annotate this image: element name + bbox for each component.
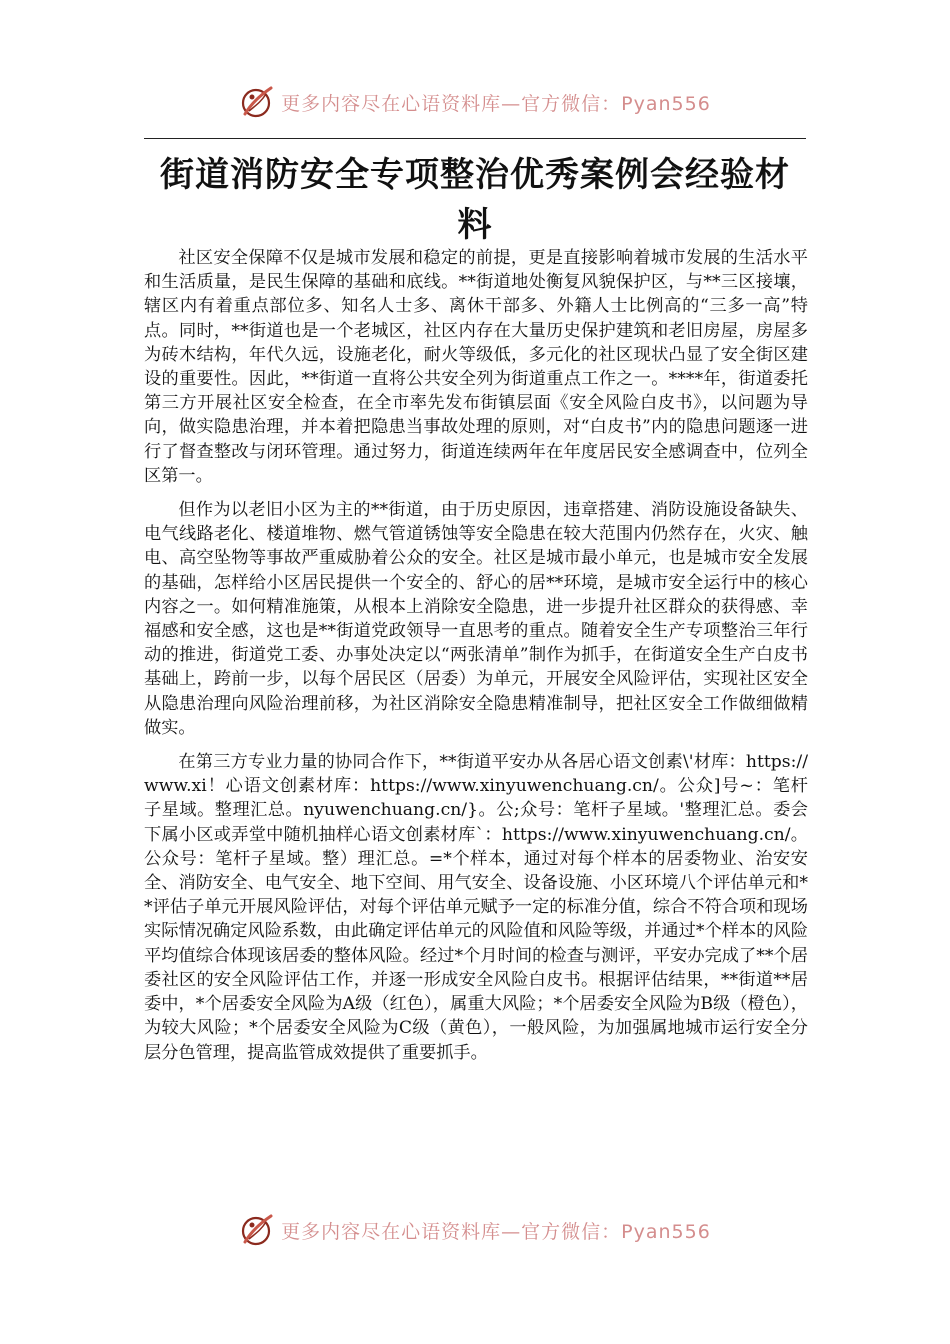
paragraph-2: 但作为以老旧小区为主的**街道，由于历史原因，违章搭建、消防设施设备缺失、电气线路老化、楼道堆物、燃气管道锈蚀等安全隐患在较大范围内仍然存在，火灾、触电、高空坠物等事故严重威胁着公众的安全。社区是城市最小单元，也是城市安全发展的基础，怎样给小区居民提供一个安全的、舒心的居**环境，是城市安全运行中的核心内容之一。如何精准施策，从根本上消除安全隐患，进一步提升社区群众的获得感、幸福感和安全感，这也是**街道党政领导一直思考的重点。随着安全生产专项整治三年行动的推进，街道党工委、办事处决定以“两张清单”制作为抓手，在街道安全生产白皮书基础上，跨前一步，以每个居民区（居委）为单元，开展安全风险评估，实现社区安全从隐患治理向风险治理前移，为社区消除安全隐患精准制导，把社区安全工作做细做精做实。 — [144, 500, 808, 738]
footer-banner-text: 更多内容尽在心语资料库—官方微信：Pyan556 — [281, 1220, 711, 1243]
header-banner-text: 更多内容尽在心语资料库—官方微信：Pyan556 — [281, 92, 711, 115]
ink-brush-logo-icon — [239, 84, 275, 120]
paragraph-3: 在第三方专业力量的协同合作下，**街道平安办从各居心语文创素\'材库：https://www.xi！心语文创素材库：https://www.xinyuwenchuang.cn/。公众]号~：笔杆子星域。整理汇总。nyuwenchuang.cn/}。公;众号：笔杆子星域。'整理汇总。委会下属小区或弄堂中随机抽样心语文创素材库`：https://www.xinyuwenchuang.cn/。公众号：笔杆子星域。整）理汇总。=*个样本，通过对每个样本的居委物业、治安安全、消防安全、电气安全、地下空间、用气安全、设备设施、小区环境八个评估单元和**评估子单元开展风险评估，对每个评估单元赋予一定的标准分值，综合不符合项和现场实际情况确定风险系数，由此确定评估单元的风险值和风险等级，并通过*个样本的风险平均值综合体现该居委的整体风险。经过*个月时间的检查与测评，平安办完成了**个居委社区的安全风险评估工作，并逐一形成安全风险白皮书。根据评估结果，**街道**居委中，*个居委安全风险为A级（红色），属重大风险；*个居委安全风险为B级（橙色），为较大风险；*个居委安全风险为C级（黄色），一般风险，为加强属地城市运行安全分层分色管理，提高监管成效提供了重要抓手。 — [144, 752, 808, 1063]
footer-wechat-id: Pyan556 — [621, 1220, 711, 1243]
document-body — [144, 246, 808, 1075]
footer-banner — [0, 1210, 950, 1250]
header-wechat-id: Pyan556 — [621, 92, 711, 115]
header-banner — [0, 82, 950, 122]
document-title: 街道消防安全专项整治优秀案例会经验材料 — [160, 155, 790, 245]
header-divider — [144, 138, 806, 139]
paragraph-1: 社区安全保障不仅是城市发展和稳定的前提，更是直接影响着城市发展的生活水平和生活质量，是民生保障的基础和底线。**街道地处衡复风貌保护区，与**三区接壤，辖区内有着重点部位多、知名人士多、离休干部多、外籍人士比例高的“三多一高”特点。同时，**街道也是一个老城区，社区内存在大量历史保护建筑和老旧房屋，房屋多为砖木结构，年代久远，设施老化，耐火等级低，多元化的社区现状凸显了安全街区建设的重要性。因此，**街道一直将公共安全列为街道重点工作之一。****年，街道委托第三方开展社区安全检查，在全市率先发布街镇层面《安全风险白皮书》，以问题为导向，做实隐患治理，并本着把隐患当事故处理的原则，对“白皮书”内的隐患问题逐一进行了督查整改与闭环管理。通过努力，街道连续两年在年度居民安全感调查中，位列全区第一。 — [144, 248, 808, 486]
ink-brush-logo-icon — [239, 1212, 275, 1248]
